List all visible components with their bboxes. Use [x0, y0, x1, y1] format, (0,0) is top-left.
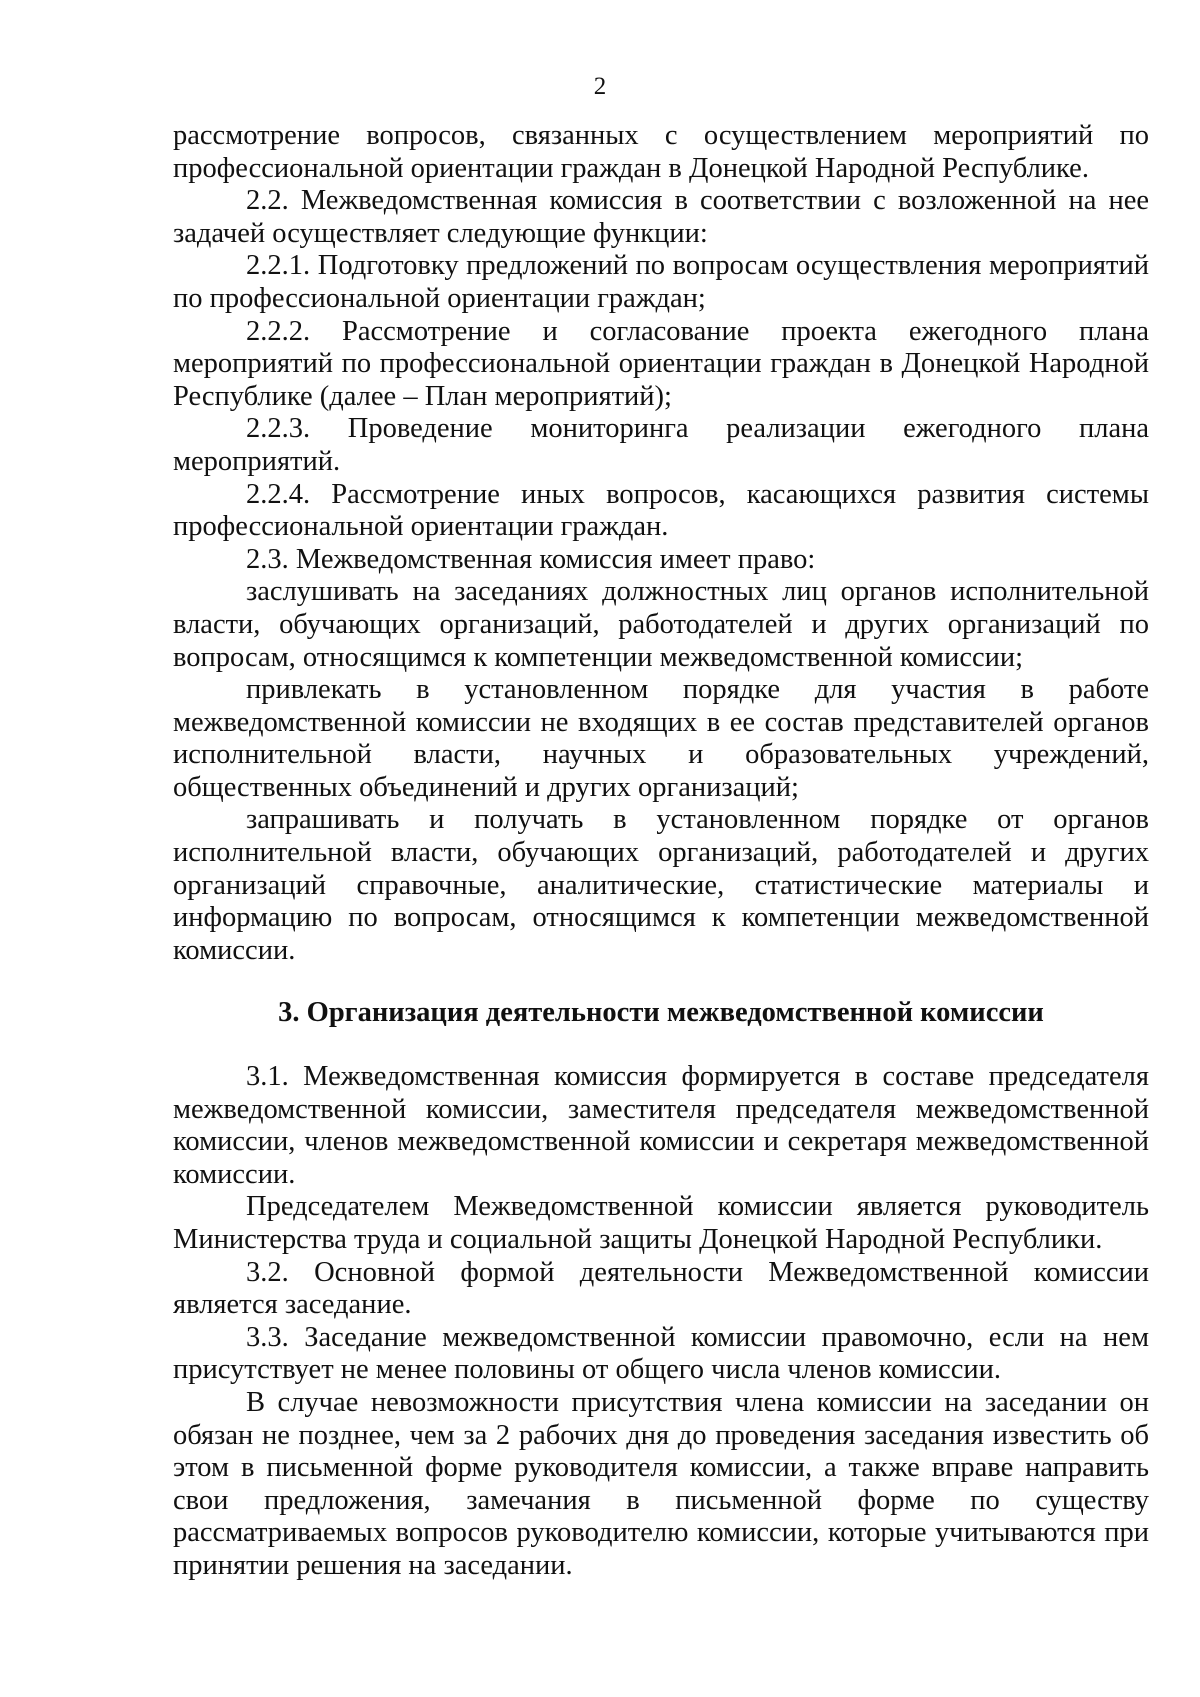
paragraph-right-involve: привлекать в установленном порядке для участия в работе межведомственной комиссии не входящих в ее состав представителей органов исполнительной власти, научных и образовательных учреждений, общественных объединений и других организаций; — [173, 674, 1149, 803]
paragraph-right-hear: заслушивать на заседаниях должностных лиц органов исполнительной власти, обучающих организаций, работодателей и других организаций по вопросам, относящимся к компетенции межведомственной комиссии; — [173, 576, 1149, 673]
paragraph-3-2: 3.2. Основной формой деятельности Межведомственной комиссии является заседание. — [173, 1256, 1149, 1321]
paragraph-2-2: 2.2. Межведомственная комиссия в соответствии с возложенной на нее задачей осуществляет следующие функции: — [173, 185, 1149, 249]
paragraph-absence: В случае невозможности присутствия члена комиссии на заседании он обязан не позднее, чем за 2 рабочих дня до проведения заседания известить об этом в письменной форме руководителя комиссии, а также вправе направить свои предложения, замечания в письменной форме по существу рассматриваемых вопросов руководителю комиссии, которые учитываются при принятии решения на заседании. — [173, 1386, 1149, 1581]
document-body — [173, 120, 1149, 1583]
paragraph-2-2-2: 2.2.2. Рассмотрение и согласование проекта ежегодного плана мероприятий по профессиональной ориентации граждан в Донецкой Народной Республике (далее – План мероприятий); — [173, 315, 1149, 412]
paragraph-right-request: запрашивать и получать в установленном порядке от органов исполнительной власти, обучающих организаций, работодателей и других организаций справочные, аналитические, статистические материалы и информацию по вопросам, относящимся к компетенции межведомственной комиссии. — [173, 804, 1149, 966]
page-number: 2 — [593, 73, 607, 100]
paragraph-2-2-4: 2.2.4. Рассмотрение иных вопросов, касающихся развития системы профессиональной ориентации граждан. — [173, 478, 1149, 543]
paragraph-2-2-3: 2.2.3. Проведение мониторинга реализации ежегодного плана мероприятий. — [173, 413, 1149, 477]
paragraph-2-2-1: 2.2.1. Подготовку предложений по вопросам осуществления мероприятий по профессиональной ориентации граждан; — [173, 250, 1149, 314]
paragraph-chairman: Председателем Межведомственной комиссии является руководитель Министерства труда и социальной защиты Донецкой Народной Республики. — [173, 1191, 1149, 1255]
paragraph-continuation: рассмотрение вопросов, связанных с осуществлением мероприятий по профессиональной ориентации граждан в Донецкой Народной Республике. — [173, 120, 1149, 184]
paragraph-3-3: 3.3. Заседание межведомственной комиссии правомочно, если на нем присутствует не менее половины от общего числа членов комиссии. — [173, 1321, 1149, 1386]
paragraph-2-3: 2.3. Межведомственная комиссия имеет право: — [246, 543, 816, 575]
section-3-heading: 3. Организация деятельности межведомственной комиссии — [278, 997, 1044, 1029]
paragraph-3-1: 3.1. Межведомственная комиссия формируется в составе председателя межведомственной комиссии, заместителя председателя межведомственной комиссии, членов межведомственной комиссии и секретаря межведомственной комиссии. — [173, 1061, 1149, 1190]
